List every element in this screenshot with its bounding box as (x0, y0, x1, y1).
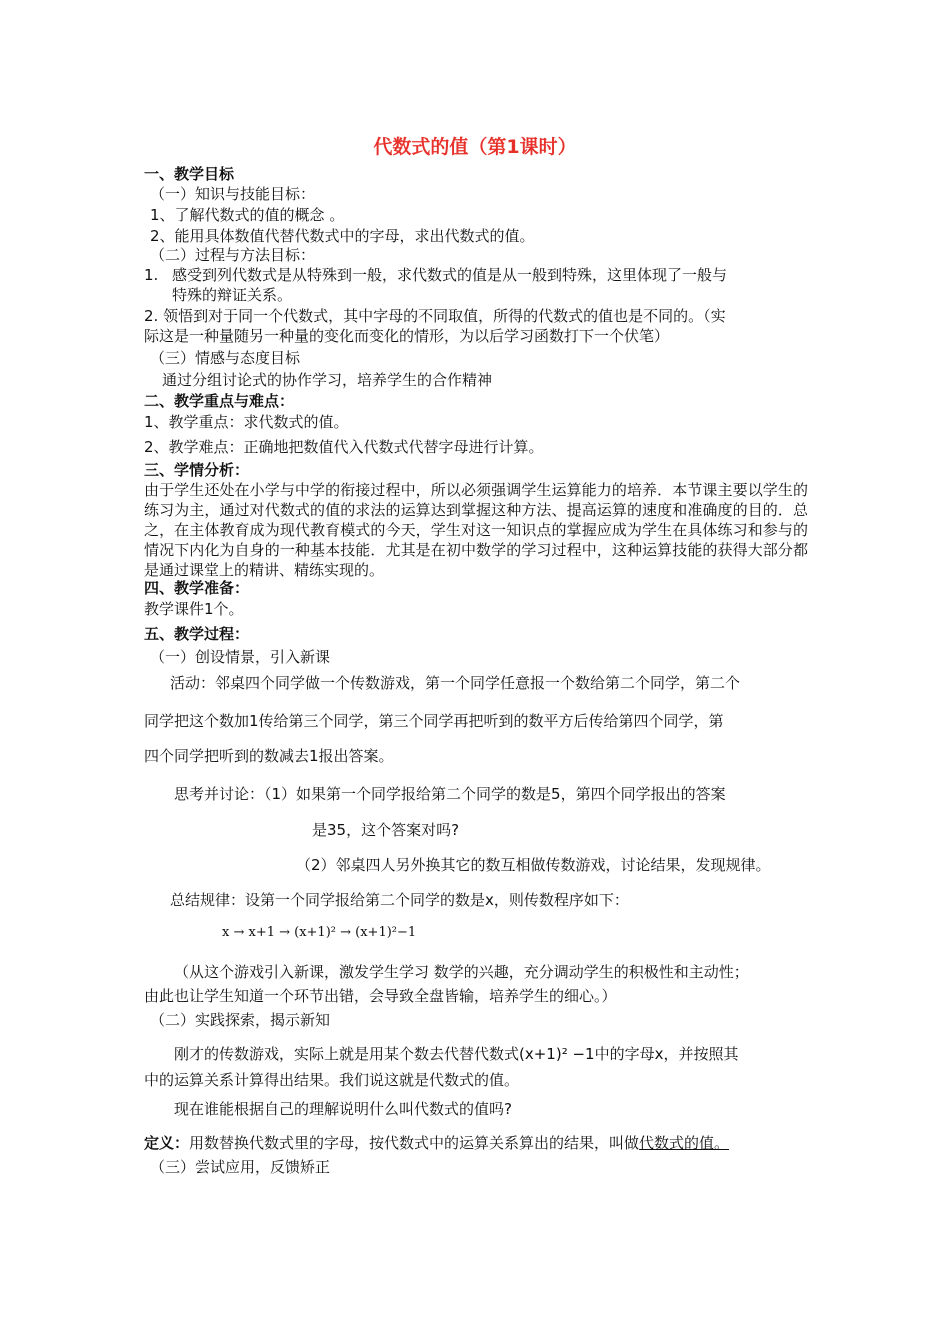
knowledge-item-2: 2、能用具体数值代替代数式中的字母，求出代数式的值。 (150, 227, 535, 245)
document-title: 代数式的值（第1课时） (373, 136, 577, 158)
transfer-formula: x → x+1 → (x+1)² → (x+1)²−1 (222, 925, 417, 940)
section-heading-preparation: 四、教学准备： (144, 579, 250, 597)
section-heading-objectives: 一、教学目标 (144, 165, 235, 183)
summary-rule: 总结规律：设第一个同学报给第二个同学的数是x，则传数程序如下： (170, 891, 629, 909)
process-item-1-line-2: 特殊的辩证关系。 (172, 286, 293, 304)
process-item-1-number: 1. (144, 266, 159, 284)
explore-line-1: 刚才的传数游戏，实际上就是用某个数去代替代数式(x+1)² −1中的字母x，并按照其 (174, 1045, 739, 1063)
process-item-1-line-1: 感受到列代数式是从特殊到一般，求代数式的值是从一般到特殊，这里体现了一般与 (172, 266, 728, 284)
discussion-question-1-cont: 是35，这个答案对吗? (312, 821, 460, 839)
discussion-question-1: 思考并讨论：（1）如果第一个同学报给第二个同学的数是5，第四个同学报出的答案 (174, 785, 726, 803)
subheading-apply: （三）尝试应用，反馈矫正 (150, 1158, 331, 1176)
subheading-scenario: （一）创设情景，引入新课 (150, 648, 331, 666)
emotion-item-1: 通过分组讨论式的协作学习，培养学生的合作精神 (162, 371, 493, 389)
preparation-item: 教学课件1个。 (144, 600, 244, 618)
key-point-1: 1、教学重点：求代数式的值。 (144, 413, 349, 431)
process-item-2-line-1: 2. 领悟到对于同一个代数式，其中字母的不同取值，所得的代数式的值也是不同的。（实 (144, 307, 726, 325)
subheading-explore: （二）实践探索，揭示新知 (150, 1011, 331, 1029)
activity-line-2: 同学把这个数加1传给第三个同学，第三个同学再把听到的数平方后传给第四个同学，第 (144, 712, 724, 730)
discussion-question-2: （2）邻桌四人另外换其它的数互相做传数游戏，讨论结果，发现规律。 (296, 856, 771, 874)
note-line-2: 由此也让学生知道一个环节出错，会导致全盘皆输，培养学生的细心。） (144, 987, 617, 1005)
section-heading-key-points: 二、教学重点与难点： (144, 392, 295, 410)
definition (144, 1133, 729, 1153)
definition-term: 代数式的值。 (639, 1134, 730, 1152)
activity-line-3: 四个同学把听到的数减去1报出答案。 (144, 747, 394, 765)
key-point-2: 2、教学难点：正确地把数值代入代数式代替字母进行计算。 (144, 438, 544, 456)
note-line-1: （从这个游戏引入新课，激发学生学习 数学的兴趣，充分调动学生的积极性和主动性； (174, 963, 749, 981)
subheading-knowledge: （一）知识与技能目标： (150, 185, 316, 203)
activity-line-1: 活动：邻桌四个同学做一个传数游戏，第一个同学任意报一个数给第二个同学，第二个 (170, 674, 741, 692)
explore-line-2: 中的运算关系计算得出结果。我们说这就是代数式的值。 (144, 1071, 520, 1089)
section-heading-analysis: 三、学情分析： (144, 461, 250, 479)
subheading-emotion: （三）情感与态度目标 (150, 349, 301, 367)
explore-line-3: 现在谁能根据自己的理解说明什么叫代数式的值吗? (174, 1100, 512, 1118)
section-heading-process: 五、教学过程： (144, 625, 250, 643)
process-item-2-line-2: 际这是一种量随另一种量的变化而变化的情形，为以后学习函数打下一个伏笔） (144, 327, 670, 345)
definition-label: 定义： (144, 1134, 190, 1152)
analysis-paragraph: 由于学生还处在小学与中学的衔接过程中，所以必须强调学生运算能力的培养．本节课主要以学生的练习为主，通过对代数式的值的求法的运算达到掌握这种方法、提高运算的速度和准确度的目的．总之，在主体教育成为现代教育模式的今天，学生对这一知识点的掌握应成为学生在具体练习和参与的情况下内化为自身的一种基本技能．尤其是在初中数学的学习过程中，这种运算技能的获得大部分都是通过课堂上的精讲、精练实现的。 (144, 481, 808, 579)
definition-text: 用数替换代数式里的字母，按代数式中的运算关系算出的结果，叫做 (189, 1134, 640, 1152)
knowledge-item-1: 1、了解代数式的值的概念 。 (150, 206, 345, 224)
subheading-process: （二）过程与方法目标： (150, 246, 316, 264)
